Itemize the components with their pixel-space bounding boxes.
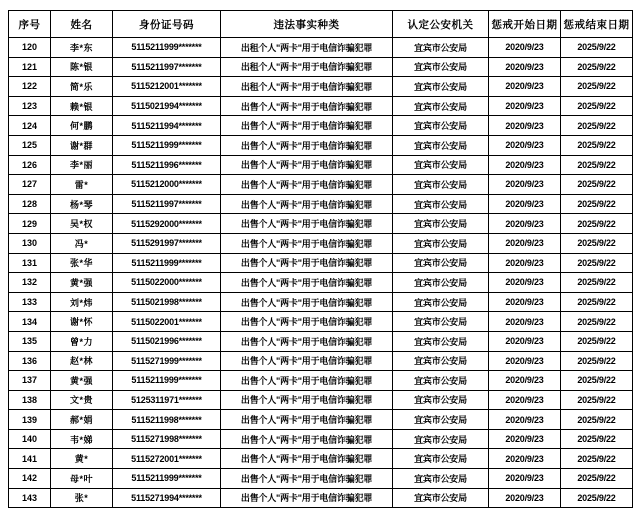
table-row — [9, 429, 633, 449]
cell-name: 李*丽 — [51, 155, 113, 175]
cell-index: 120 — [9, 38, 51, 58]
column-header-end: 惩戒结束日期 — [561, 11, 633, 38]
cell-start-date: 2020/9/23 — [489, 253, 561, 273]
cell-id-number: 5115211999******* — [113, 135, 221, 155]
cell-end-date: 2025/9/22 — [561, 331, 633, 351]
cell-index: 127 — [9, 175, 51, 195]
table-row — [9, 331, 633, 351]
cell-offense: 出售个人"两卡"用于电信诈骗犯罪 — [221, 371, 393, 391]
cell-name: 黄* — [51, 449, 113, 469]
cell-index: 139 — [9, 410, 51, 430]
cell-start-date: 2020/9/23 — [489, 57, 561, 77]
cell-authority: 宜宾市公安局 — [393, 253, 489, 273]
cell-index: 138 — [9, 390, 51, 410]
cell-name: 韦*娣 — [51, 429, 113, 449]
cell-offense: 出售个人"两卡"用于电信诈骗犯罪 — [221, 155, 393, 175]
cell-offense: 出售个人"两卡"用于电信诈骗犯罪 — [221, 351, 393, 371]
cell-authority: 宜宾市公安局 — [393, 429, 489, 449]
cell-id-number: 5115211998******* — [113, 410, 221, 430]
cell-name: 黄*强 — [51, 371, 113, 391]
cell-start-date: 2020/9/23 — [489, 488, 561, 508]
table-row — [9, 38, 633, 58]
table-row — [9, 469, 633, 489]
cell-index: 126 — [9, 155, 51, 175]
table-row — [9, 155, 633, 175]
cell-index: 123 — [9, 96, 51, 116]
cell-name: 雷* — [51, 175, 113, 195]
punishment-record-table — [8, 10, 633, 508]
cell-authority: 宜宾市公安局 — [393, 233, 489, 253]
cell-name: 黄*强 — [51, 273, 113, 293]
cell-offense: 出租个人"两卡"用于电信诈骗犯罪 — [221, 57, 393, 77]
cell-id-number: 5115271998******* — [113, 429, 221, 449]
column-header-index: 序号 — [9, 11, 51, 38]
cell-id-number: 5115212001******* — [113, 77, 221, 97]
cell-id-number: 5115021998******* — [113, 292, 221, 312]
cell-id-number: 5115211996******* — [113, 155, 221, 175]
cell-offense: 出售个人"两卡"用于电信诈骗犯罪 — [221, 273, 393, 293]
cell-index: 140 — [9, 429, 51, 449]
cell-start-date: 2020/9/23 — [489, 214, 561, 234]
cell-authority: 宜宾市公安局 — [393, 331, 489, 351]
cell-authority: 宜宾市公安局 — [393, 469, 489, 489]
cell-id-number: 5115211999******* — [113, 469, 221, 489]
table-row — [9, 449, 633, 469]
cell-end-date: 2025/9/22 — [561, 292, 633, 312]
cell-id-number: 5115271999******* — [113, 351, 221, 371]
cell-id-number: 5125311971******* — [113, 390, 221, 410]
table-row — [9, 292, 633, 312]
cell-end-date: 2025/9/22 — [561, 410, 633, 430]
cell-id-number: 5115291997******* — [113, 233, 221, 253]
cell-end-date: 2025/9/22 — [561, 449, 633, 469]
cell-authority: 宜宾市公安局 — [393, 371, 489, 391]
cell-start-date: 2020/9/23 — [489, 175, 561, 195]
cell-offense: 出售个人"两卡"用于电信诈骗犯罪 — [221, 429, 393, 449]
cell-start-date: 2020/9/23 — [489, 331, 561, 351]
cell-end-date: 2025/9/22 — [561, 390, 633, 410]
cell-name: 刘*炜 — [51, 292, 113, 312]
cell-name: 杨*琴 — [51, 194, 113, 214]
cell-index: 131 — [9, 253, 51, 273]
cell-authority: 宜宾市公安局 — [393, 96, 489, 116]
table-row — [9, 371, 633, 391]
cell-name: 陈*银 — [51, 57, 113, 77]
cell-end-date: 2025/9/22 — [561, 194, 633, 214]
column-header-name: 姓名 — [51, 11, 113, 38]
cell-authority: 宜宾市公安局 — [393, 312, 489, 332]
cell-id-number: 5115211999******* — [113, 38, 221, 58]
cell-authority: 宜宾市公安局 — [393, 351, 489, 371]
cell-offense: 出租个人"两卡"用于电信诈骗犯罪 — [221, 77, 393, 97]
cell-index: 143 — [9, 488, 51, 508]
cell-offense: 出售个人"两卡"用于电信诈骗犯罪 — [221, 233, 393, 253]
cell-id-number: 5115211997******* — [113, 194, 221, 214]
table-row — [9, 96, 633, 116]
cell-index: 142 — [9, 469, 51, 489]
cell-index: 128 — [9, 194, 51, 214]
cell-start-date: 2020/9/23 — [489, 469, 561, 489]
cell-authority: 宜宾市公安局 — [393, 155, 489, 175]
cell-index: 141 — [9, 449, 51, 469]
cell-index: 121 — [9, 57, 51, 77]
cell-start-date: 2020/9/23 — [489, 312, 561, 332]
cell-authority: 宜宾市公安局 — [393, 292, 489, 312]
table-row — [9, 233, 633, 253]
table-row — [9, 214, 633, 234]
cell-offense: 出售个人"两卡"用于电信诈骗犯罪 — [221, 312, 393, 332]
cell-name: 郝*娟 — [51, 410, 113, 430]
cell-name: 赵*林 — [51, 351, 113, 371]
cell-end-date: 2025/9/22 — [561, 429, 633, 449]
table-row — [9, 175, 633, 195]
cell-offense: 出售个人"两卡"用于电信诈骗犯罪 — [221, 116, 393, 136]
table-body — [9, 38, 633, 508]
cell-start-date: 2020/9/23 — [489, 233, 561, 253]
cell-index: 124 — [9, 116, 51, 136]
cell-end-date: 2025/9/22 — [561, 135, 633, 155]
cell-offense: 出售个人"两卡"用于电信诈骗犯罪 — [221, 410, 393, 430]
cell-name: 谢*群 — [51, 135, 113, 155]
table-header — [9, 11, 633, 38]
cell-id-number: 5115022000******* — [113, 273, 221, 293]
table-header-row — [9, 11, 633, 38]
cell-id-number: 5115272001******* — [113, 449, 221, 469]
cell-id-number: 5115292000******* — [113, 214, 221, 234]
cell-start-date: 2020/9/23 — [489, 351, 561, 371]
cell-authority: 宜宾市公安局 — [393, 57, 489, 77]
cell-start-date: 2020/9/23 — [489, 449, 561, 469]
cell-index: 133 — [9, 292, 51, 312]
table-row — [9, 253, 633, 273]
cell-end-date: 2025/9/22 — [561, 214, 633, 234]
cell-id-number: 5115021996******* — [113, 331, 221, 351]
cell-authority: 宜宾市公安局 — [393, 273, 489, 293]
cell-offense: 出售个人"两卡"用于电信诈骗犯罪 — [221, 175, 393, 195]
cell-name: 吴*权 — [51, 214, 113, 234]
cell-end-date: 2025/9/22 — [561, 38, 633, 58]
cell-start-date: 2020/9/23 — [489, 371, 561, 391]
cell-start-date: 2020/9/23 — [489, 38, 561, 58]
cell-offense: 出租个人"两卡"用于电信诈骗犯罪 — [221, 38, 393, 58]
cell-authority: 宜宾市公安局 — [393, 410, 489, 430]
table-row — [9, 57, 633, 77]
cell-name: 赖*银 — [51, 96, 113, 116]
cell-name: 文*贵 — [51, 390, 113, 410]
cell-id-number: 5115211999******* — [113, 253, 221, 273]
cell-authority: 宜宾市公安局 — [393, 135, 489, 155]
cell-offense: 出售个人"两卡"用于电信诈骗犯罪 — [221, 488, 393, 508]
cell-start-date: 2020/9/23 — [489, 116, 561, 136]
column-header-id: 身份证号码 — [113, 11, 221, 38]
cell-authority: 宜宾市公安局 — [393, 449, 489, 469]
table-row — [9, 116, 633, 136]
cell-name: 李*东 — [51, 38, 113, 58]
column-header-start: 惩戒开始日期 — [489, 11, 561, 38]
cell-end-date: 2025/9/22 — [561, 488, 633, 508]
cell-authority: 宜宾市公安局 — [393, 390, 489, 410]
cell-name: 简*乐 — [51, 77, 113, 97]
cell-end-date: 2025/9/22 — [561, 57, 633, 77]
cell-name: 谢*怀 — [51, 312, 113, 332]
cell-start-date: 2020/9/23 — [489, 273, 561, 293]
column-header-offense: 违法事实种类 — [221, 11, 393, 38]
cell-start-date: 2020/9/23 — [489, 155, 561, 175]
table-row — [9, 194, 633, 214]
table-row — [9, 273, 633, 293]
cell-offense: 出售个人"两卡"用于电信诈骗犯罪 — [221, 253, 393, 273]
cell-end-date: 2025/9/22 — [561, 253, 633, 273]
cell-start-date: 2020/9/23 — [489, 429, 561, 449]
cell-start-date: 2020/9/23 — [489, 77, 561, 97]
cell-id-number: 5115021994******* — [113, 96, 221, 116]
cell-end-date: 2025/9/22 — [561, 273, 633, 293]
cell-offense: 出售个人"两卡"用于电信诈骗犯罪 — [221, 469, 393, 489]
table-row — [9, 351, 633, 371]
cell-authority: 宜宾市公安局 — [393, 194, 489, 214]
cell-end-date: 2025/9/22 — [561, 469, 633, 489]
cell-index: 129 — [9, 214, 51, 234]
cell-end-date: 2025/9/22 — [561, 175, 633, 195]
cell-name: 母*叶 — [51, 469, 113, 489]
cell-start-date: 2020/9/23 — [489, 390, 561, 410]
cell-id-number: 5115212000******* — [113, 175, 221, 195]
cell-index: 122 — [9, 77, 51, 97]
cell-start-date: 2020/9/23 — [489, 135, 561, 155]
cell-start-date: 2020/9/23 — [489, 292, 561, 312]
cell-offense: 出售个人"两卡"用于电信诈骗犯罪 — [221, 194, 393, 214]
cell-end-date: 2025/9/22 — [561, 351, 633, 371]
cell-name: 曾*力 — [51, 331, 113, 351]
cell-end-date: 2025/9/22 — [561, 96, 633, 116]
cell-index: 134 — [9, 312, 51, 332]
cell-offense: 出售个人"两卡"用于电信诈骗犯罪 — [221, 449, 393, 469]
table-row — [9, 410, 633, 430]
cell-authority: 宜宾市公安局 — [393, 175, 489, 195]
table-row — [9, 135, 633, 155]
table-row — [9, 312, 633, 332]
cell-index: 137 — [9, 371, 51, 391]
cell-id-number: 5115211997******* — [113, 57, 221, 77]
cell-index: 136 — [9, 351, 51, 371]
cell-end-date: 2025/9/22 — [561, 116, 633, 136]
table-row — [9, 488, 633, 508]
cell-index: 132 — [9, 273, 51, 293]
cell-offense: 出售个人"两卡"用于电信诈骗犯罪 — [221, 214, 393, 234]
cell-index: 130 — [9, 233, 51, 253]
cell-id-number: 5115271994******* — [113, 488, 221, 508]
cell-authority: 宜宾市公安局 — [393, 77, 489, 97]
cell-authority: 宜宾市公安局 — [393, 38, 489, 58]
cell-offense: 出售个人"两卡"用于电信诈骗犯罪 — [221, 331, 393, 351]
cell-name: 何*鹏 — [51, 116, 113, 136]
cell-id-number: 5115211994******* — [113, 116, 221, 136]
cell-offense: 出售个人"两卡"用于电信诈骗犯罪 — [221, 135, 393, 155]
table-row — [9, 77, 633, 97]
cell-name: 冯* — [51, 233, 113, 253]
table-row — [9, 390, 633, 410]
cell-end-date: 2025/9/22 — [561, 77, 633, 97]
cell-authority: 宜宾市公安局 — [393, 488, 489, 508]
cell-index: 125 — [9, 135, 51, 155]
cell-end-date: 2025/9/22 — [561, 233, 633, 253]
cell-offense: 出售个人"两卡"用于电信诈骗犯罪 — [221, 96, 393, 116]
column-header-organ: 认定公安机关 — [393, 11, 489, 38]
cell-authority: 宜宾市公安局 — [393, 116, 489, 136]
cell-name: 张* — [51, 488, 113, 508]
cell-end-date: 2025/9/22 — [561, 371, 633, 391]
cell-start-date: 2020/9/23 — [489, 96, 561, 116]
cell-id-number: 5115022001******* — [113, 312, 221, 332]
cell-index: 135 — [9, 331, 51, 351]
cell-start-date: 2020/9/23 — [489, 194, 561, 214]
cell-start-date: 2020/9/23 — [489, 410, 561, 430]
cell-name: 张*华 — [51, 253, 113, 273]
cell-end-date: 2025/9/22 — [561, 155, 633, 175]
cell-offense: 出售个人"两卡"用于电信诈骗犯罪 — [221, 292, 393, 312]
cell-authority: 宜宾市公安局 — [393, 214, 489, 234]
cell-offense: 出售个人"两卡"用于电信诈骗犯罪 — [221, 390, 393, 410]
cell-end-date: 2025/9/22 — [561, 312, 633, 332]
cell-id-number: 5115211999******* — [113, 371, 221, 391]
